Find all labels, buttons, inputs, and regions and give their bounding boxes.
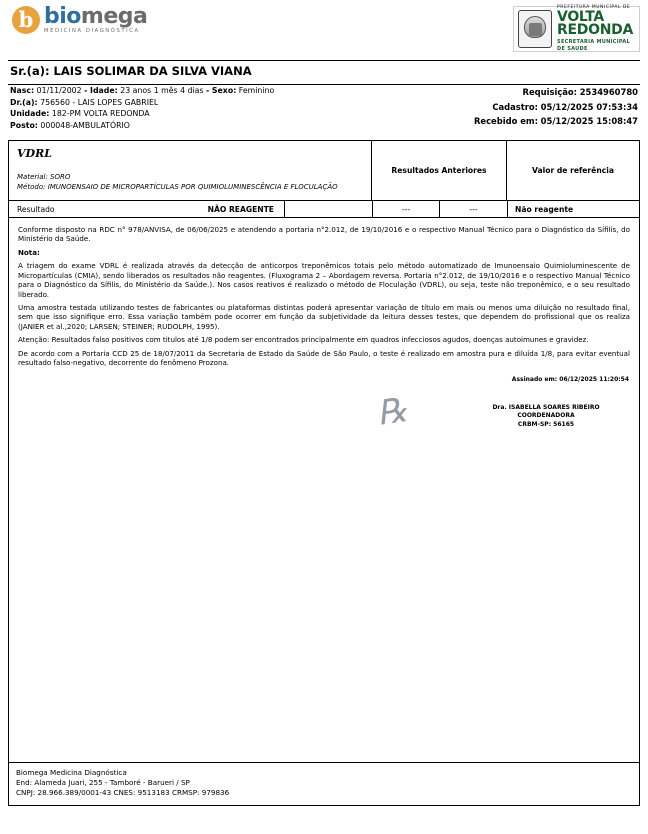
city-prefecture-label: PREFEITURA MUNICIPAL DE [557,4,631,10]
birth-label: Nasc: [10,86,35,95]
patient-birth-row [10,85,274,97]
signer-role: COORDENADORA [517,412,575,420]
exam-material-line [17,172,363,182]
coat-of-arms-icon [518,10,552,48]
city-seal-text [557,6,633,53]
material-label: Material: [17,172,48,181]
biomega-tagline: MEDICINA DIAGNÓSTICA [44,28,140,34]
footer-address: End: Alameda Juari, 255 - Tamboré - Barueri / SP [16,777,190,787]
report-footer [9,763,639,805]
result-label: Resultado [17,204,55,214]
patient-info-left [10,85,274,132]
previous-results-header: Resultados Anteriores [372,141,507,200]
report-header [8,6,640,58]
birth-value: 01/11/2002 [36,86,82,95]
patient-name: Sr.(a): LAIS SOLIMAR DA SILVA VIANA [10,64,252,78]
patient-post-row [10,120,274,132]
patient-unit-row [10,108,274,120]
patient-info [8,85,640,138]
reference-value-header: Valor de referência [532,165,614,175]
doctor-label: Dr.(a): [10,97,38,107]
exam-title: VDRL [17,146,52,160]
age-value: 23 anos 1 mês 4 dias [120,86,204,95]
note-item: Conforme disposto na RDC n° 978/ANVISA, de 06/06/2025 e atendendo a portaria n°2.012, de 19/10/2016 e o respectivo Manual Técnico para o Diagnóstico da Sífilis, do Ministério da Saúde. [18,225,630,244]
signature-area [9,376,639,468]
registration-value: 05/12/2025 07:53:34 [540,101,638,112]
method-value: IMUNOENSAIO DE MICROPARTÍCULAS POR QUIMIOLUMINESCÊNCIA E FLOCULAÇÃO [47,182,338,191]
blank-space [9,468,639,760]
city-name-line1: VOLTA [557,9,604,26]
result-spacer-cell [284,201,372,217]
exam-notes [9,218,639,375]
previous-result-1: --- [372,201,439,217]
city-department-line2: DE SAUDE [557,46,588,52]
footer-ids: CNPJ: 28.966.389/0001-43 CNES: 9513183 CRMSP: 979836 [16,788,230,798]
received-label: Recebido em: [473,116,538,127]
received-value: 05/12/2025 15:08:47 [540,116,638,127]
request-label: Requisição: [522,87,578,97]
unit-label: Unidade: [10,109,50,119]
city-name-line2: REDONDA [557,22,633,39]
biomega-logo-text [44,6,147,34]
patient-info-right [474,85,638,132]
reference-value: Não reagente [507,201,639,217]
exam-method-line [17,182,363,192]
signer-crbm: CRBM-SP: 56165 [517,420,575,428]
previous-result-2: --- [439,201,507,217]
signer-block [471,404,621,430]
note-item: Nota: [18,247,40,257]
doctor-value: 756560 - LAIS LOPES GABRIEL [40,97,159,107]
exam-result-box [8,140,640,806]
registration-row [474,100,638,115]
exam-header-row [9,141,639,201]
age-label: - Idade: [84,86,118,95]
sex-value: Feminino [238,86,275,95]
handwritten-signature-icon: ℞ [374,389,411,434]
request-row [474,85,638,100]
signer-name: Dra. ISABELLA SOARES RIBEIRO [492,403,600,411]
registration-label: Cadastro: [492,101,538,112]
biomega-logo [8,6,147,34]
exam-result-row [9,201,639,218]
post-label: Posto: [10,121,38,131]
sex-label: - Sexo: [205,86,237,95]
biomega-wordmark: biomega [44,4,148,29]
note-item: A triagem do exame VDRL é realizada através da detecção de anticorpos treponêmicos totais pelo método automatizado de Imunoensaio Quimioluminescente de Micropartículas (CMIA), sendo liberados os resultados não reagentes. (Fluxograma 2 – Abordagem reversa. Portaria n°2.012, de 19/10/2016 e o respectivo Manual Técnico para o Diagnóstico da Sífilis, do Ministério da Saúde.). Nos casos reativos é realizado o método de Floculação (VDRL), ou seja, teste não treponêmico, e o seu resultado liberado. [18,261,630,299]
method-label: Método: [17,182,46,191]
signed-on-timestamp: Assinado em: 06/12/2025 11:20:54 [511,375,629,383]
result-value: NÃO REAGENTE [207,204,274,214]
unit-value: 182-PM VOLTA REDONDA [51,109,150,119]
exam-identity-cell [9,141,372,200]
received-row [474,114,638,129]
footer-company: Biomega Medicina Diagnóstica [16,767,127,777]
biomega-logo-icon: b [12,6,40,34]
note-item: De acordo com a Portaria CCD 25 de 18/07/2011 da Secretaria de Estado da Saúde de São Paulo, o teste é realizado em amostra pura e diluída 1/8, para evitar eventual resultado falso-negativo, decorrente do fenômeno Prozona. [18,348,630,368]
request-value: 2534960780 [579,87,638,97]
city-department-line1: SECRETARIA MUNICIPAL [557,38,631,45]
material-value: SORO [50,172,71,181]
note-item: Atenção: Resultados falso positivos com titulos até 1/8 podem ser encontrados principalmente em quadros infecciosos agudos, doenças autoimunes e gravidez. [18,335,589,345]
note-item: Uma amostra testada utilizando testes de fabricantes ou plataformas distintas poderá apresentar variação de título em mais ou menos uma diluição no resultado final, sem que isso signifique erro. Essa variação também pode ocorrer em função da subjetividade da leitura desses testes, que dependem do profissional que os realiza (JANIER et al.,2020; LARSEN; STEINER; RUDOLPH, 1995). [18,302,630,331]
city-seal-block [513,6,640,52]
patient-doctor-row [10,97,274,109]
post-value: 000048-AMBULATÓRIO [40,121,130,131]
